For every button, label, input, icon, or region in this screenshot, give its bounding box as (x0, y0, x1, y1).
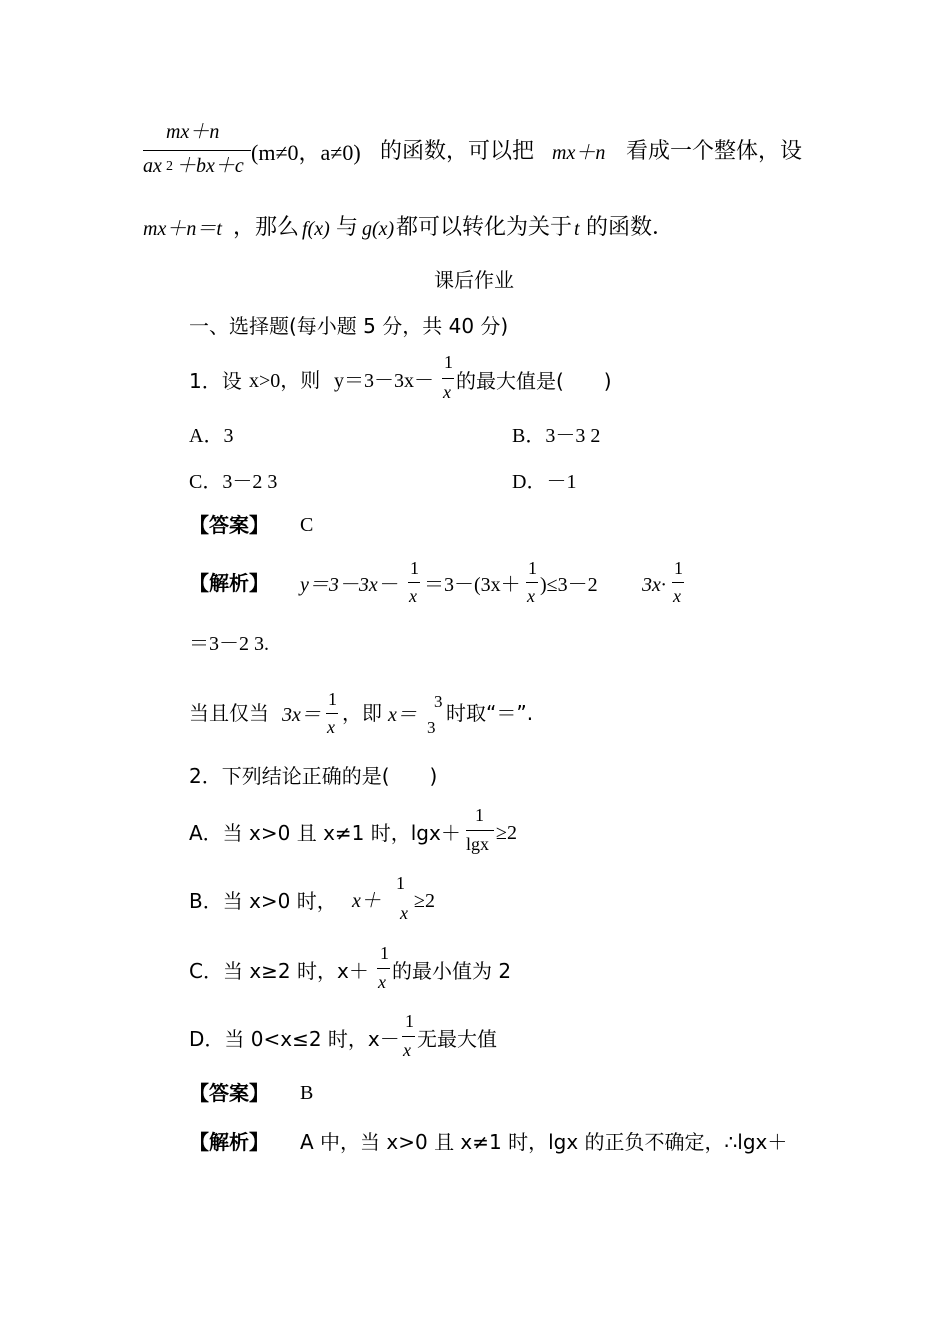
q1-eq-expr-1: 3x＝ (282, 704, 321, 726)
intro-line2-t: t (574, 218, 580, 240)
q2-a-den: lgx (466, 834, 490, 854)
q1-analysis-expr-1: y＝3－3x－ (300, 574, 398, 596)
frac-denominator-rest: ＋bx＋c (176, 155, 244, 177)
q1-analysis-f1-num: 1 (410, 558, 419, 578)
section-title: 课后作业 (434, 268, 514, 292)
q1-eq-text-3: 时取“＝”. (446, 701, 534, 725)
q2-c-num: 1 (380, 943, 389, 963)
intro-text-2: 看成一个整体，设 (626, 139, 803, 164)
intro-line2-gx: g(x) (362, 218, 395, 240)
q2-option-a[interactable]: A．当 x>0 且 x≠1 时，lgx＋ (189, 821, 461, 845)
q1-eq-sup: 3 (434, 692, 443, 711)
q2-a-num: 1 (475, 805, 484, 825)
q2-d-den: x (403, 1040, 411, 1060)
q2-d-frac-bar (402, 1036, 415, 1037)
q2-stem: 2．下列结论正确的是( ) (189, 764, 438, 788)
frac-numerator: mx＋n (166, 121, 220, 143)
intro-line2-text-1: ，那么 (233, 215, 300, 240)
q1-frac-den: x (443, 382, 451, 402)
q2-d-num: 1 (405, 1011, 414, 1031)
intro-line2-text-4: 的函数． (586, 215, 675, 240)
q1-suffix: 的最大值是( ) (456, 369, 612, 393)
intro-condition: (m≠0，a≠0) (251, 140, 361, 165)
q1-eq-text-2: ，即 (342, 701, 382, 725)
q2-b-num: 1 (396, 873, 405, 893)
intro-line2-expr: mx＋n＝t (143, 218, 222, 240)
q1-option-a[interactable]: A．3 (189, 425, 234, 447)
q1-option-c[interactable]: C．3－2 3 (189, 471, 278, 493)
q2-c-tail: 的最小值为 2 (392, 959, 512, 983)
q2-option-b[interactable]: B．当 x>0 时， (189, 889, 337, 913)
q2-answer-label: 【答案】 (189, 1081, 269, 1105)
q2-a-tail: ≥2 (496, 822, 517, 844)
q1-eq-expr-2: x＝ (388, 704, 417, 726)
q2-option-c[interactable]: C．当 x≥2 时，x＋ (189, 959, 369, 983)
q2-answer: B (300, 1082, 314, 1104)
fraction-bar (143, 150, 251, 151)
q1-analysis-label: 【解析】 (189, 571, 269, 595)
q1-eq-text-1: 当且仅当 (189, 701, 269, 725)
q1-frac-bar (442, 378, 454, 379)
intro-text-1: 的函数，可以把 (380, 139, 535, 164)
frac-denominator-exp: 2 (166, 159, 173, 174)
q1-prefix: 1．设 (189, 369, 242, 393)
q1-cond: x>0，则 (249, 370, 321, 392)
q2-b-tail: ≥2 (414, 890, 435, 912)
q2-c-frac-bar (377, 968, 390, 969)
frac-denominator-a: ax (143, 155, 162, 177)
q1-analysis-f3-num: 1 (674, 558, 683, 578)
intro-line2-text-2: 与 (336, 215, 359, 240)
q1-analysis-f3-bar (672, 582, 684, 583)
q1-eq-frac-den: x (327, 717, 335, 737)
q1-option-d[interactable]: D．－1 (512, 471, 577, 493)
q1-eq-sub: 3 (427, 718, 436, 737)
q2-a-frac-bar (466, 830, 494, 831)
q1-analysis-expr-3: )≤3－2 (540, 574, 598, 596)
q1-analysis-expr-4: 3x· (642, 574, 666, 596)
q2-c-den: x (378, 972, 386, 992)
q1-expr: y＝3－3x－ (334, 370, 434, 392)
q1-eq-frac-num: 1 (328, 689, 337, 709)
intro-line2-fx: f(x) (302, 218, 330, 240)
q1-analysis-expr-2: ＝3－(3x＋ (424, 574, 521, 596)
intro-expr: mx＋n (552, 142, 606, 164)
q2-b-expr: x＋ (352, 890, 381, 912)
intro-line2-text-3: 都可以转化为关于 (396, 215, 573, 240)
q1-analysis-f1-bar (408, 582, 420, 583)
q2-b-den: x (400, 903, 408, 923)
q1-analysis-line-2: ＝3－2 3. (189, 633, 269, 655)
q1-answer-label: 【答案】 (189, 513, 269, 537)
q1-answer: C (300, 514, 314, 536)
q1-analysis-f2-num: 1 (528, 558, 537, 578)
q1-analysis-f2-den: x (527, 586, 535, 606)
q2-analysis-label: 【解析】 (189, 1130, 269, 1154)
q1-analysis-f3-den: x (673, 586, 681, 606)
q2-analysis-text: A 中，当 x>0 且 x≠1 时，lgx 的正负不确定，∴lgx＋ (300, 1130, 788, 1154)
part-heading: 一、选择题(每小题 5 分，共 40 分) (189, 314, 509, 338)
q1-option-b[interactable]: B．3－3 2 (512, 425, 601, 447)
q2-d-tail: 无最大值 (417, 1027, 497, 1051)
q1-analysis-f1-den: x (409, 586, 417, 606)
q1-analysis-f2-bar (526, 582, 538, 583)
q1-frac-num: 1 (444, 352, 453, 372)
q1-eq-frac-bar (326, 713, 338, 714)
q2-option-d[interactable]: D．当 0<x≤2 时，x－ (189, 1027, 400, 1051)
